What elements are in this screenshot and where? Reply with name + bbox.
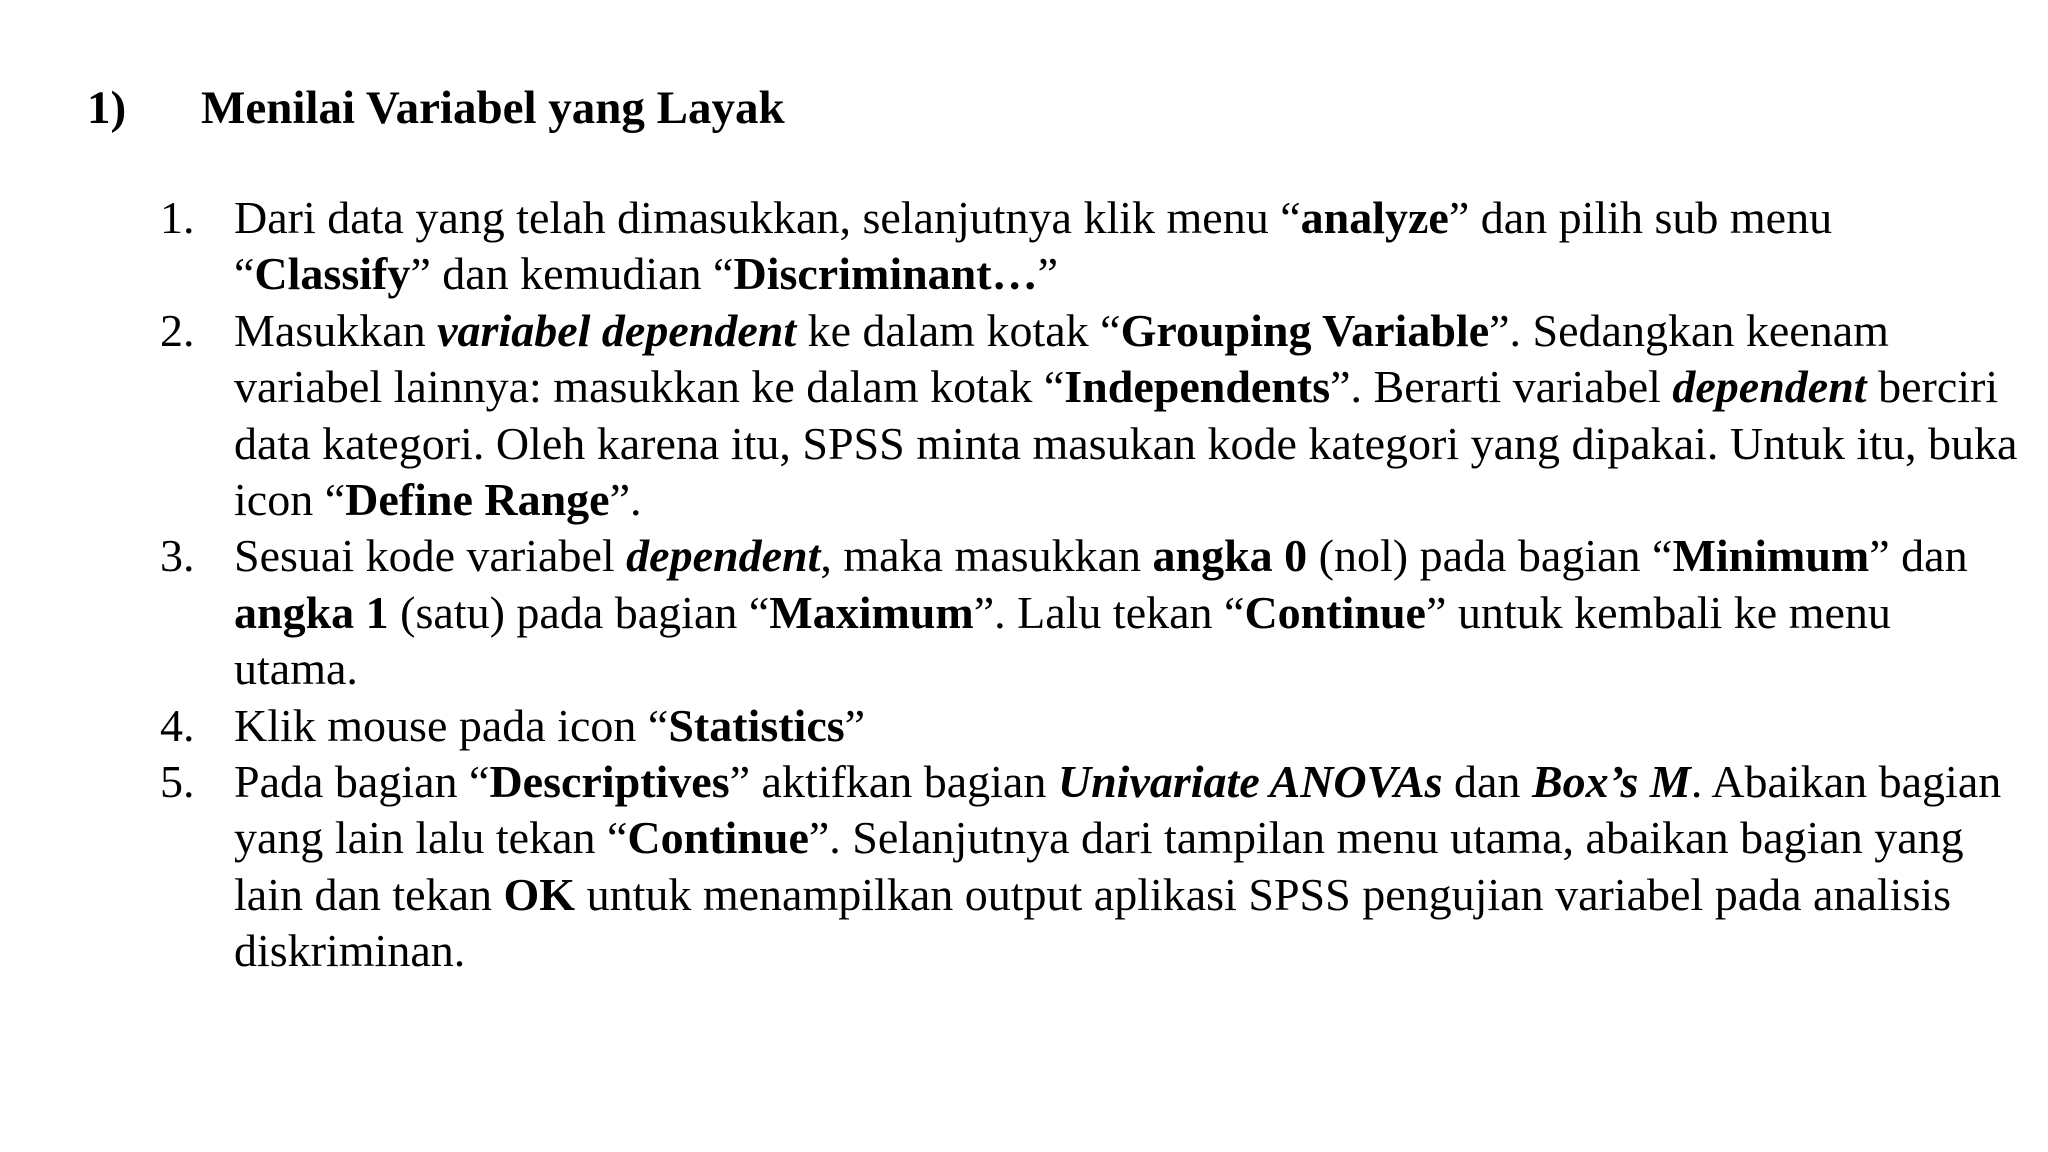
step-number: 5. [160, 756, 195, 808]
section-title: Menilai Variabel yang Layak [201, 82, 785, 134]
text-run: . Abaikan bagian yang lain lalu tekan “ [234, 756, 2002, 864]
emphasis-bold: Grouping Variable [1120, 304, 1490, 356]
emphasis-bold-italic: Univariate ANOVAs [1057, 756, 1443, 808]
text-run: untuk menampilkan output aplikasi SPSS pengujian variabel pada analisis diskriminan. [234, 868, 1952, 977]
step-item-1 [0, 190, 2024, 303]
section-heading [0, 78, 2048, 138]
emphasis-bold: Independents [1064, 361, 1331, 413]
emphasis-bold: Continue [627, 812, 809, 864]
text-run: ” dan pilih sub menu “ [234, 192, 1833, 300]
steps-list [0, 190, 2048, 980]
emphasis-bold: angka 1 [234, 586, 389, 638]
emphasis-bold: Minimum [1672, 530, 1870, 582]
text-run: ” [1037, 248, 1059, 300]
step-number: 3. [160, 530, 195, 582]
text-run: ”. Lalu tekan “ [973, 586, 1245, 638]
text-run: Klik mouse pada icon “ [234, 699, 669, 751]
step-item-5 [0, 754, 2024, 980]
emphasis-bold-italic: variabel dependent [437, 304, 797, 356]
emphasis-bold: analyze [1300, 192, 1449, 243]
text-run: ”. Selanjutnya dari tampilan menu utama, abaikan bagian yang lain dan tekan [234, 812, 1964, 920]
step-number: 4. [160, 699, 195, 751]
text-run: berciri data kategori. Oleh karena itu, SPSS minta masukan kode kategori yang dipakai. Untuk itu, buka icon “ [234, 361, 2018, 526]
emphasis-bold: OK [503, 868, 576, 920]
text-run: ” untuk kembali ke menu utama. [234, 586, 1891, 695]
text-run: ” dan kemudian “ [410, 248, 734, 300]
text-run: ”. [609, 474, 642, 526]
step-text [234, 190, 2024, 303]
text-run: (satu) pada bagian “ [388, 586, 770, 638]
text-run: Sesuai kode variabel [234, 530, 627, 582]
step-text [234, 754, 2024, 980]
text-run: (nol) pada bagian “ [1307, 530, 1673, 582]
step-item-2 [0, 303, 2024, 529]
step-text [234, 303, 2024, 529]
text-run: ”. Sedangkan keenam variabel lainnya: masukkan ke dalam kotak “ [234, 304, 1889, 413]
text-run: ” aktifkan bagian [729, 756, 1058, 808]
emphasis-bold: Define Range [345, 474, 610, 526]
emphasis-bold-italic: Box’s M [1531, 756, 1691, 808]
section-number: 1) [87, 82, 127, 134]
step-item-4 [0, 698, 2024, 754]
step-number: 1. [160, 192, 195, 243]
text-run: ”. Berarti variabel [1330, 361, 1673, 413]
step-item-3 [0, 528, 2024, 697]
emphasis-bold: Descriptives [489, 756, 730, 808]
text-run: , maka masukkan [820, 530, 1153, 582]
step-text [234, 698, 2024, 754]
emphasis-bold: Statistics [668, 699, 845, 751]
emphasis-bold-italic: dependent [1672, 361, 1867, 413]
emphasis-bold: angka 0 [1152, 530, 1308, 582]
text-run: Pada bagian “ [234, 756, 490, 808]
emphasis-bold: Classify [254, 248, 411, 300]
text-run: ” dan [1869, 530, 1968, 582]
text-run: dan [1442, 756, 1532, 808]
emphasis-bold: Maximum [769, 586, 974, 638]
emphasis-bold: Discriminant… [733, 248, 1038, 300]
emphasis-bold-italic: dependent [626, 530, 821, 582]
text-run: Masukkan [234, 304, 438, 356]
step-number: 2. [160, 304, 195, 356]
step-text [234, 528, 2024, 697]
text-run: ke dalam kotak “ [796, 304, 1121, 356]
text-run: Dari data yang telah dimasukkan, selanjutnya klik menu “ [234, 192, 1301, 243]
emphasis-bold: Continue [1244, 586, 1426, 638]
text-run: ” [844, 699, 866, 751]
